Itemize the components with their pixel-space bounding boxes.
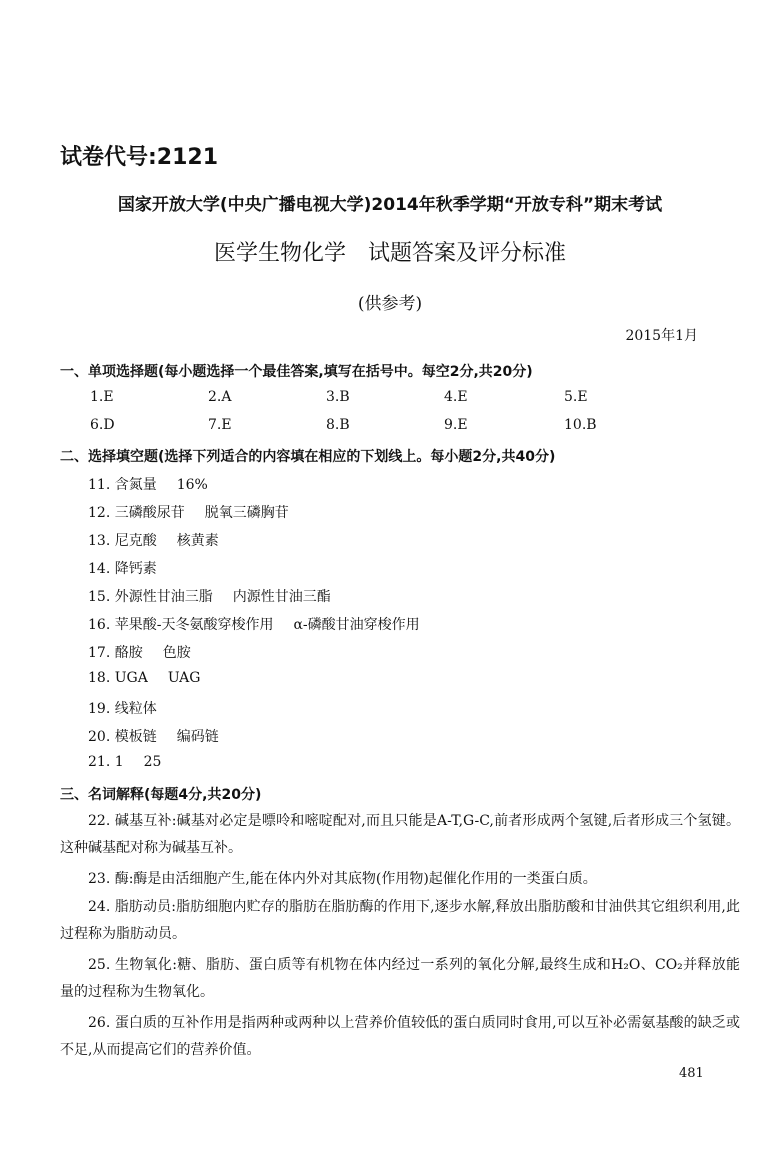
paper-code: 试卷代号:2121: [60, 145, 219, 170]
section1-heading: 一、单项选择题(每小题选择一个最佳答案,填写在括号中。每空2分,共20分): [60, 364, 533, 380]
fill-answer: 12. 三磷酸尿苷 脱氧三磷胸苷: [88, 505, 289, 521]
fill-answer: 21. 1 25: [88, 754, 162, 770]
fill-answer: 11. 含氮量 16%: [88, 477, 208, 493]
exam-date: 2015年1月: [625, 328, 698, 344]
definition-paragraph: 23. 酶:酶是由活细胞产生,能在体内外对其底物(作用物)起催化作用的一类蛋白质。: [88, 871, 597, 887]
section3-heading: 三、名词解释(每题4分,共20分): [60, 787, 262, 803]
definition-paragraph: 22. 碱基互补:碱基对必定是嘌呤和嘧啶配对,而且只能是A-T,G-C,前者形成两个氢键,后者形成三个氢键。这种碱基配对称为碱基互补。: [60, 813, 740, 856]
reference-note: (供参考): [357, 294, 423, 314]
definition-paragraph: 24. 脂肪动员:脂肪细胞内贮存的脂肪在脂肪酶的作用下,逐步水解,释放出脂肪酸和甘油供其它组织利用,此过程称为脂肪动员。: [60, 899, 740, 942]
fill-answer: 18. UGA UAG: [88, 670, 201, 686]
mc-answer: 10.B: [564, 417, 597, 433]
page-number: 481: [679, 1066, 704, 1081]
mc-answer: 4.E: [444, 389, 468, 405]
definition-paragraph: 25. 生物氧化:糖、脂肪、蛋白质等有机物在体内经过一系列的氧化分解,最终生成和H₂O、CO₂并释放能量的过程称为生物氧化。: [60, 957, 740, 1000]
fill-answer: 19. 线粒体: [88, 701, 157, 717]
mc-answer: 7.E: [208, 417, 232, 433]
mc-answer: 9.E: [444, 417, 468, 433]
page-title: 医学生物化学 试题答案及评分标准: [213, 241, 566, 266]
mc-answer: 8.B: [326, 417, 350, 433]
section2-heading: 二、选择填空题(选择下列适合的内容填在相应的下划线上。每小题2分,共40分): [60, 449, 556, 465]
fill-answer: 16. 苹果酸-天冬氨酸穿梭作用 α-磷酸甘油穿梭作用: [88, 617, 420, 633]
definition-paragraph: 26. 蛋白质的互补作用是指两种或两种以上营养价值较低的蛋白质同时食用,可以互补必需氨基酸的缺乏或不足,从而提高它们的营养价值。: [60, 1015, 740, 1058]
mc-answer: 1.E: [90, 389, 114, 405]
mc-answer: 6.D: [90, 417, 115, 433]
fill-answer: 15. 外源性甘油三脂 内源性甘油三酯: [88, 589, 331, 605]
fill-answer: 17. 酪胺 色胺: [88, 645, 191, 661]
fill-answer: 14. 降钙素: [88, 561, 157, 577]
mc-answer: 2.A: [208, 389, 232, 405]
university-exam-line: 国家开放大学(中央广播电视大学)2014年秋季学期“开放专科”期末考试: [117, 195, 663, 215]
mc-answer: 3.B: [326, 389, 350, 405]
fill-answer: 20. 模板链 编码链: [88, 729, 219, 745]
fill-answer: 13. 尼克酸 核黄素: [88, 533, 219, 549]
mc-answer: 5.E: [564, 389, 588, 405]
